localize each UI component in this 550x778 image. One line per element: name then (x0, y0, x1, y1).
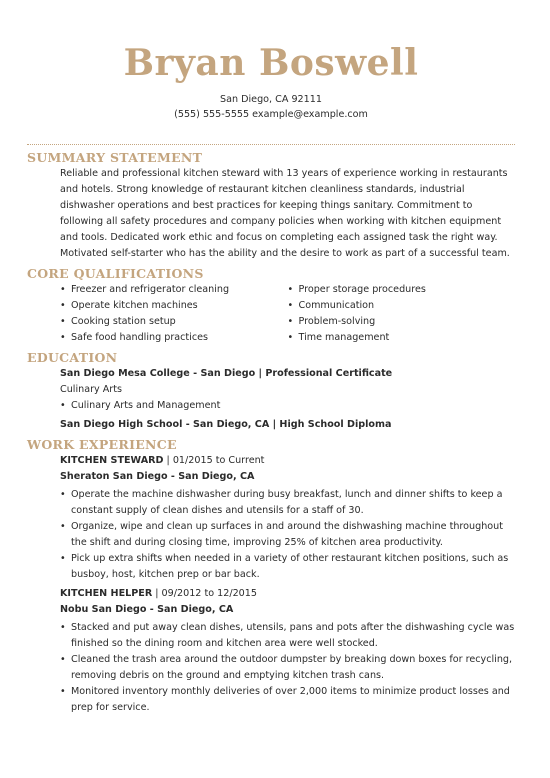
school-2: San Diego High School - San Diego, CA | High School Diploma (60, 419, 392, 430)
list-item: • Monitored inventory monthly deliveries of over 2,000 items to minimize product losses and prep for service. (60, 684, 515, 716)
qualifications-section (27, 265, 515, 346)
job-bullets (60, 620, 515, 716)
job-bullets (60, 487, 515, 583)
work-section (27, 436, 515, 716)
summary-section (27, 149, 515, 262)
address: San Diego, CA 92111 (220, 94, 322, 105)
list-item: • Pick up extra shifts when needed in a variety of other restaurant kitchen positions, such as busboy, host, kitchen prep or bar back. (60, 551, 515, 583)
list-item: • Culinary Arts and Management (60, 398, 515, 414)
job-employer: Sheraton San Diego - San Diego, CA (60, 471, 255, 482)
job-role: KITCHEN STEWARD (60, 455, 164, 466)
list-item: • Problem-solving (288, 314, 516, 330)
list-item: • Operate the machine dishwasher during busy breakfast, lunch and dinner shifts to keep a constant supply of clean dishes and utensils for a staff of 30. (60, 487, 515, 519)
list-item: • Freezer and refrigerator cleaning (60, 282, 288, 298)
contact-block (27, 92, 515, 122)
qualifications-title: CORE QUALIFICATIONS (27, 266, 204, 281)
summary-title: SUMMARY STATEMENT (27, 150, 203, 165)
qualifications-right (288, 282, 516, 346)
list-item: • Stacked and put away clean dishes, utensils, pans and pots after the dishwashing cycle was finished so the dining room and kitchen area were well stocked. (60, 620, 515, 652)
field-1: Culinary Arts (60, 384, 123, 395)
list-item: • Organize, wipe and clean up surfaces in and around the dishwashing machine throughout the shift and during closing time, improving 25% of kitchen area productivity. (60, 519, 515, 551)
job-employer: Nobu San Diego - San Diego, CA (60, 604, 234, 615)
list-item: • Cleaned the trash area around the outdoor dumpster by breaking down boxes for recycling, removing debris on the ground and emptying kitchen trash cans. (60, 652, 515, 684)
header-divider (27, 144, 515, 145)
job-title-line (60, 453, 515, 469)
qualifications-grid (60, 282, 515, 346)
job-role: KITCHEN HELPER (60, 588, 153, 599)
qualifications-left (60, 282, 288, 346)
summary-text: Reliable and professional kitchen steward with 13 years of experience working in restaurants and hotels. Strong knowledge of restaurant kitchen cleanliness standards, industrial dishwasher operations and best practices for keeping things sanitary. Commitment to following all safety procedures and company policies when working with kitchen equipment and tools. Dedicated work ethic and focus on completing each assigned task the right way. Motivated self-starter who has the ability and the desire to work as part of a successful team. (60, 168, 510, 259)
education-section (27, 349, 515, 433)
list-item: • Safe food handling practices (60, 330, 288, 346)
education-title: EDUCATION (27, 350, 118, 365)
list-item: • Operate kitchen machines (60, 298, 288, 314)
job-title-line (60, 586, 515, 602)
school-1: San Diego Mesa College - San Diego | Professional Certificate (60, 368, 393, 379)
job-dates: | 09/2012 to 12/2015 (152, 588, 257, 599)
list-item: • Cooking station setup (60, 314, 288, 330)
list-item: • Proper storage procedures (288, 282, 516, 298)
job-dates: | 01/2015 to Current (163, 455, 265, 466)
list-item: • Communication (288, 298, 516, 314)
list-item: • Time management (288, 330, 516, 346)
phone-email: (555) 555-5555 example@example.com (174, 109, 368, 120)
work-title: WORK EXPERIENCE (27, 437, 177, 452)
candidate-name: Bryan Boswell (123, 42, 419, 84)
